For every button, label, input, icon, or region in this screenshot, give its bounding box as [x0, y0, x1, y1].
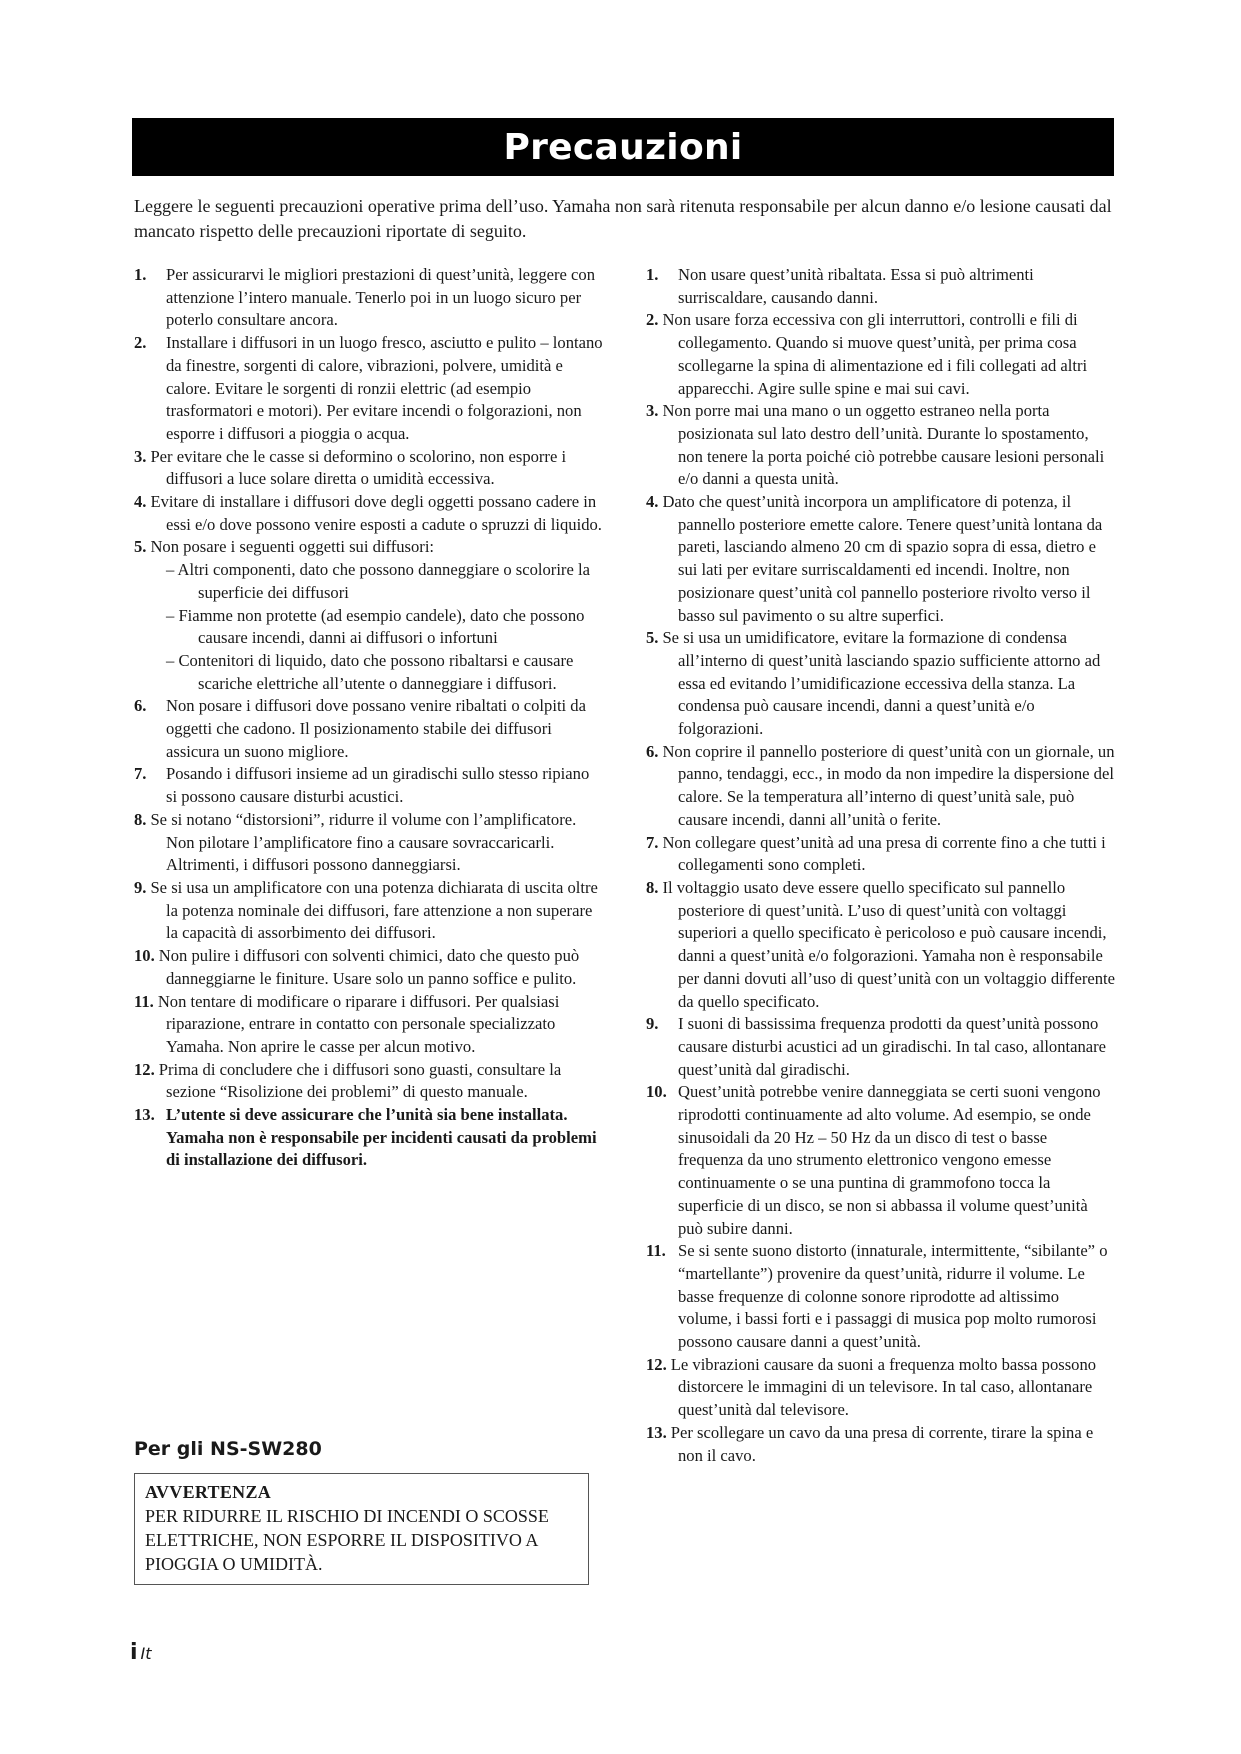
list-item: 5. Se si usa un umidificatore, evitare la formazione di condensa all’interno di quest’unità lasciando spazio sufficiente attorno ad essa ed evitando l’umidificazione eccessiva della stanza. La condensa può causare incendi, danni a quest’unità e/o folgorazioni.	[646, 628, 1101, 739]
sub-list-item: – Altri componenti, dato che possono danneggiare o scolorire la superficie dei diffusori	[166, 560, 590, 602]
page-number: i	[130, 1640, 138, 1665]
list-item: 7. Posando i diffusori insieme ad un giradischi sullo stesso ripiano si possono causare disturbi acustici.	[134, 764, 590, 807]
list-item: 1. Per assicurarvi le migliori prestazioni di quest’unità, leggere con attenzione l’intero manuale. Tenerlo poi in un luogo sicuro per poterlo consultare ancora.	[134, 265, 595, 330]
list-item: 9. Se si usa un amplificatore con una potenza dichiarata di uscita oltre la potenza nominale dei diffusori, fare attenzione a non superare la capacità di assorbimento dei diffusori.	[134, 877, 598, 943]
sub-list-item: – Fiamme non protette (ad esempio candele), dato che possono causare incendi, danni ai diffusori o infortuni	[166, 605, 585, 648]
list-item: 10. Quest’unità potrebbe venire danneggiata se certi suoni vengono riprodotti continuamente ad alto volume. Ad esempio, se onde sinusoidali da 20 Hz – 50 Hz da un disco di test o basse frequenza da uno strumento elettronico vengono emesse continuamente o se una puntina di grammofono tocca la superficie di un disco, se non si abbassa il volume quest’unità può subire danni.	[646, 1082, 1101, 1238]
list-item: 12. Le vibrazioni causare da suoni a frequenza molto bassa possono distorcere le immagini di un televisore. In tal caso, allontanare quest’unità dal televisore.	[646, 1354, 1097, 1420]
list-item: 2. Non usare forza eccessiva con gli interruttori, controlli e fili di collegamento. Quando si muove quest’unità, per prima cosa scollegarne la spina di alimentazione ed i fili collegati ad altri apparecchi. Agire sulle spine e mai sui cavi.	[646, 310, 1088, 398]
list-item: 3. Per evitare che le casse si deformino o scolorino, non esporre i diffusori a luce solare diretta o umidità eccessiva.	[134, 446, 567, 489]
list-item: 8. Se si notano “distorsioni”, ridurre il volume con l’amplificatore. Non pilotare l’amplificatore fino a causare sovraccaricarli. Altrimenti, i diffusori possono danneggiarsi.	[134, 809, 577, 875]
right-precautions-list	[646, 264, 1116, 1467]
list-item: 11. Non tentare di modificare o riparare i diffusori. Per qualsiasi riparazione, entrare in contatto con personale specializzato Yamaha. Non aprire le casse per alcun motivo.	[134, 991, 560, 1056]
list-item: 12. Prima di concludere che i diffusori sono guasti, consultare la sezione “Risolizione dei problemi” di questo manuale.	[134, 1059, 562, 1102]
warning-title: AVVERTENZA	[145, 1482, 272, 1502]
section-heading: Per gli NS-SW280	[134, 1438, 322, 1460]
list-item: 8. Il voltaggio usato deve essere quello specificato sul pannello posteriore di quest’unità. L’uso di quest’unità con voltaggi superiori a quello specificato è pericoloso e può causare incendi, danni a quest’unità e/o folgorazioni. Yamaha non è responsabile per danni dovuti all’uso di quest’unità con un voltaggio differente da quello specificato.	[646, 877, 1116, 1011]
list-item: 13. L’utente si deve assicurare che l’unità sia bene installata. Yamaha non è responsabile per incidenti causati da problemi di installazione dei diffusori.	[134, 1105, 597, 1170]
intro-paragraph: Leggere le seguenti precauzioni operative prima dell’uso. Yamaha non sarà ritenuta responsabile per alcun danno e/o lesione causati dal mancato rispetto delle precauzioni riportate di seguito.	[134, 196, 1112, 241]
list-item: 2. Installare i diffusori in un luogo fresco, asciutto e pulito – lontano da finestre, sorgenti di calore, vibrazioni, polvere, umidità e calore. Evitare le sorgenti di ronzii elettric (ad esempio trasformatori e motori). Per evitare incendi o folgorazioni, non esporre i diffusori a pioggia o acqua.	[134, 333, 603, 443]
page-title: Precauzioni	[503, 126, 743, 168]
list-item: 6. Non coprire il pannello posteriore di quest’unità con un giornale, un panno, tendaggi, ecc., in modo da non impedire la dispersione del calore. Se la temperatura all’interno di quest’unità sale, può causare incendi, danni all’unità o ferite.	[646, 741, 1115, 829]
list-item: 9. I suoni di bassissima frequenza prodotti da quest’unità possono causare disturbi acustici ad un giradischi. In tal caso, allontanare quest’unità dal giradischi.	[646, 1014, 1107, 1079]
left-precautions-list	[134, 264, 604, 1172]
title-bar	[132, 118, 1114, 176]
list-item: 11. Se si sente suono distorto (innaturale, intermittente, “sibilante” o “martellante”) provenire da quest’unità, ridurre il volume. Le basse frequenze di colonne sonore riprodotte ad altissimo volume, i bassi forti e i passaggi di musica pop molto rumorosi possono causare danni a quest’unità.	[646, 1241, 1108, 1352]
warning-text: PER RIDURRE IL RISCHIO DI INCENDI O SCOSSE ELETTRICHE, NON ESPORRE IL DISPOSITIVO A PIOGGIA O UMIDITÀ.	[145, 1506, 549, 1574]
sub-list	[166, 559, 604, 695]
right-column	[646, 264, 1116, 1467]
language-code: It	[140, 1644, 152, 1663]
list-item: 4. Dato che quest’unità incorpora un amplificatore di potenza, il pannello posteriore emette calore. Tenere quest’unità lontana da pareti, lasciando almeno 20 cm di spazio sopra di essa, dietro e sui lati per evitare surriscaldamenti ed incendi. Inoltre, non posizionare quest’unità col pannello posteriore rivolto verso il basso sul pavimento o su altre superfici.	[646, 492, 1103, 625]
list-item: 6. Non posare i diffusori dove possano venire ribaltati o colpiti da oggetti che cadono. Il posizionamento stabile dei diffusori assicura un suono migliore.	[134, 696, 586, 761]
list-item: 7. Non collegare quest’unità ad una presa di corrente fino a che tutti i collegamenti sono completi.	[646, 832, 1106, 875]
warning-box	[134, 1473, 589, 1585]
list-item: 5. Non posare i seguenti oggetti sui diffusori: – Altri componenti, dato che possono danneggiare o scolorire la superficie dei diffusori – Fiamme non protette (ad esempio candele), dato che possono causare incendi, danni ai diffusori o infortuni – Contenitori di liquido, dato che possono ribaltarsi e causare scariche elettriche all’utente o danneggiare i diffusori.	[134, 536, 604, 695]
list-item: 4. Evitare di installare i diffusori dove degli oggetti possano cadere in essi e/o dove possono venire esposti a cadute o spruzzi di liquido.	[134, 492, 602, 534]
list-item: 3. Non porre mai una mano o un oggetto estraneo nella porta posizionata sul lato destro dell’unità. Durante lo spostamento, non tenere la porta poiché ciò potrebbe causare lesioni personali e/o danni a questa unità.	[646, 401, 1105, 489]
list-item: 1. Non usare quest’unità ribaltata. Essa si può altrimenti surriscaldare, causando danni.	[646, 265, 1034, 307]
page-footer	[130, 1640, 152, 1665]
sub-list-item: – Contenitori di liquido, dato che possono ribaltarsi e causare scariche elettriche all’utente o danneggiare i diffusori.	[166, 650, 574, 693]
left-column	[134, 264, 604, 1172]
list-item: 13. Per scollegare un cavo da una presa di corrente, tirare la spina e non il cavo.	[646, 1422, 1094, 1465]
list-item: 10. Non pulire i diffusori con solventi chimici, dato che questo può danneggiarne le finiture. Usare solo un panno soffice e pulito.	[134, 946, 580, 988]
